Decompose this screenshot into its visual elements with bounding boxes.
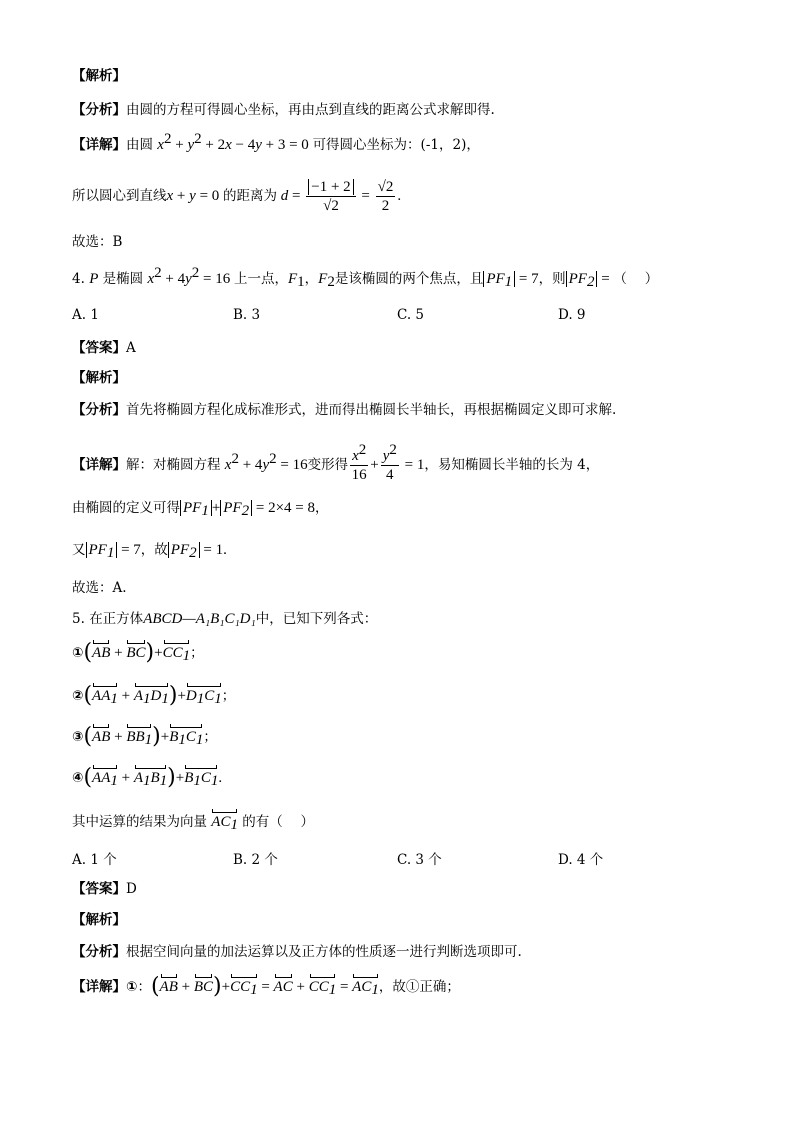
q3-analysis: 【分析】由圆的方程可得圆心坐标，再由点到直线的距离公式求解即得. [72, 102, 495, 118]
q5-stem: 5. 在正方体ABCD—A₁B₁C₁D₁中，已知下列各式： [72, 611, 378, 627]
q5-option-a: A. 1 个 [72, 852, 117, 868]
q5-option-b: B. 2 个 [233, 852, 278, 868]
q5-option-d: D. 4 个 [558, 852, 604, 868]
q5-detail: 【详解】①：$(AB + BC)+CC_1$ = AC + $CC_1 = AC_1$，故①正确； [72, 974, 460, 999]
q5-item-3: ③(AB + $BB_1)+B_1C_1$； [72, 724, 217, 749]
q4-conclusion: 又 $PF_1 = 7$，故 $PF_2 = 1$. [72, 542, 227, 561]
q4-option-c: C. 5 [397, 307, 425, 323]
q4-option-d: D. 9 [558, 307, 586, 323]
result-fraction: $\frac{√2}{2}$ [377, 179, 394, 214]
q4-definition: 由椭圆的定义可得 $PF_1 + PF_2 = 2\times 4 = 8$， [72, 500, 329, 519]
q4-option-a: A. 1 [72, 307, 99, 323]
q5-item-4: $④(AA_1 + A_1B_1)+B_1C_1$. [72, 765, 223, 790]
q4-detail: 【详解】解：对椭圆方程 $x^2 + 4y^2 = 16$变形得 $\frac{x^2}{16}$ + $\frac{y^2}{4}$ = 1，易知椭圆长半轴的长为 4， [72, 442, 600, 483]
q4-option-b: B. 3 [233, 307, 261, 323]
y-over-4-fraction: $\frac{y^2}{4}$ [382, 442, 397, 483]
q3-analysis-heading: 【解析】 [72, 68, 126, 84]
q5-analysis: 【分析】根据空间向量的加法运算以及正方体的性质逐一进行判断选项即可. [72, 944, 522, 960]
x-over-16-fraction: $\frac{x^2}{16}$ [351, 442, 367, 483]
q5-question: 其中运算的结果为向量 $AC_1$ 的有（ ） [72, 814, 315, 833]
distance-fraction: $\frac{-1 + 2}{√2}$ [306, 178, 355, 215]
q4-stem: 4. P 是椭圆 $x^2 + 4y^2 = 16$ 上一点，$F_1$，$F_2$是该椭圆的两个焦点，且 $PF_1 = 7$，则 $PF_2$ = （ ） [72, 265, 659, 290]
q4-analysis: 【分析】首先将椭圆方程化成标准形式，进而得出椭圆长半轴长，再根据椭圆定义即可求解. [72, 402, 617, 418]
q5-analysis-heading: 【解析】 [72, 912, 126, 928]
q3-distance-line: 所以圆心到直线x + y = 0 的距离为 d = $\frac{-1 + 2}{√2}$ = $\frac{√2}{2}$ . [72, 179, 402, 214]
q5-item-2: $②(AA_1 + A_1D_1)+D_1C_1$； [72, 683, 236, 708]
q5-answer: 【答案】D [72, 881, 137, 897]
q4-analysis-heading: 【解析】 [72, 370, 126, 386]
q5-option-c: C. 3 个 [397, 852, 442, 868]
q3-detail: 【详解】由圆 $x^2 + y^2 + 2x - 4y + 3 = 0$ 可得圆心坐标为：(-1，2)， [72, 131, 480, 153]
q5-item-1: ①(AB + $BC)+CC_1$； [72, 640, 204, 665]
q3-choice: 故选：B [72, 234, 123, 250]
q4-choice: 故选：A. [72, 580, 127, 596]
q4-answer: 【答案】A [72, 340, 136, 356]
